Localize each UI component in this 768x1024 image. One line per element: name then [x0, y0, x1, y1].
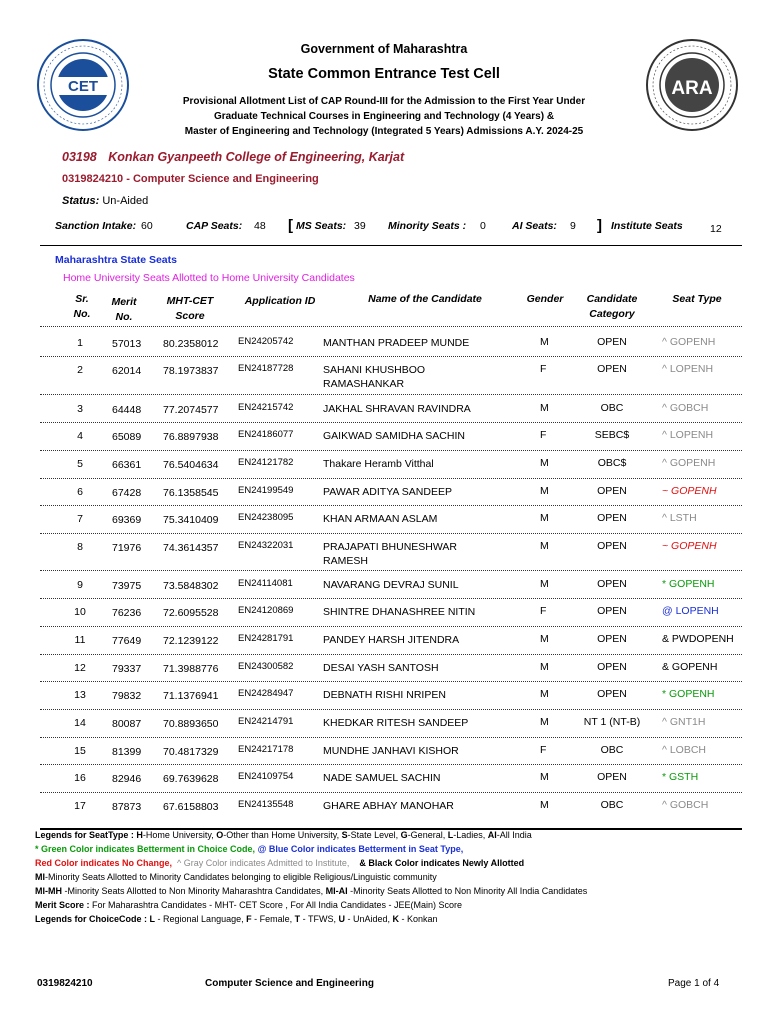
- row-application-id: EN24215742: [238, 402, 294, 413]
- row-application-id: EN24186077: [238, 429, 294, 440]
- row-candidate-name: [323, 605, 475, 619]
- row-seat-type: & GOPENH: [662, 661, 718, 673]
- row-gender: F: [540, 363, 547, 375]
- row-candidate-name-line: PANDEY HARSH JITENDRA: [323, 634, 460, 646]
- row-divider: [40, 394, 742, 395]
- row-divider: [40, 626, 742, 627]
- row-merit-no: 64448: [112, 404, 142, 416]
- row-candidate-name: [323, 799, 454, 813]
- row-merit-no: 62014: [112, 365, 142, 377]
- ai-label: AI Seats:: [512, 220, 557, 232]
- row-seat-type: ^ LOPENH: [662, 363, 714, 375]
- legend-part: H: [136, 830, 143, 840]
- col-score: MHT-CET Score: [166, 295, 214, 322]
- row-score: 74.3614357: [163, 542, 219, 554]
- col-sr: Sr. No.: [73, 293, 91, 320]
- course-heading: 0319824210 - Computer Science and Engineering: [62, 173, 319, 185]
- row-candidate-name-line: PRAJAPATI BHUNESHWAR: [323, 541, 457, 553]
- row-sr-no: 15: [74, 745, 86, 757]
- legend-merit: Merit Score : For Maharashtra Candidates - MHT- CET Score , For All India Candidates - JEE(Main) Score: [35, 900, 462, 910]
- row-score: 69.7639628: [163, 773, 219, 785]
- row-category: OBC: [600, 402, 624, 414]
- row-merit-no: 69369: [112, 514, 142, 526]
- minority-label: Minority Seats :: [388, 220, 467, 232]
- svg-text:ARA: ARA: [671, 78, 713, 99]
- row-gender: M: [540, 512, 549, 524]
- row-score: 70.4817329: [163, 746, 219, 758]
- row-seat-type: ^ GOPENH: [662, 336, 716, 348]
- status-value: Un-Aided: [102, 195, 149, 207]
- row-sr-no: 12: [74, 662, 86, 674]
- row-candidate-name-line: MANTHAN PRADEEP MUNDE: [323, 337, 470, 349]
- row-category: NT 1 (NT-B): [583, 716, 641, 728]
- row-sr-no: 17: [74, 800, 86, 812]
- row-sr-no: 5: [77, 458, 83, 470]
- row-merit-no: 71976: [112, 542, 142, 554]
- row-divider: [40, 450, 742, 451]
- row-merit-no: 79337: [112, 663, 142, 675]
- row-candidate-name: [323, 661, 439, 675]
- row-merit-no: 81399: [112, 746, 142, 758]
- row-sr-no: 13: [74, 689, 86, 701]
- legend-colors-2: [35, 857, 524, 869]
- subsection-title: Home University Seats Allotted to Home University Candidates: [63, 272, 355, 284]
- col-name: Name of the Candidate: [368, 293, 482, 305]
- legend-part: -Home University,: [142, 830, 217, 840]
- row-candidate-name: [323, 716, 468, 730]
- row-candidate-name-line: DEBNATH RISHI NRIPEN: [323, 689, 446, 701]
- row-candidate-name-line: SAHANI KHUSHBOO: [323, 364, 426, 376]
- row-candidate-name: [323, 512, 437, 526]
- row-application-id: EN24214791: [238, 716, 294, 727]
- bracket-open: [: [288, 217, 293, 234]
- row-divider: [40, 598, 742, 599]
- row-merit-no: 79832: [112, 690, 142, 702]
- subtitle-line-3: Master of Engineering and Technology (Integrated 5 Years) Admissions A.Y. 2024-25: [184, 126, 584, 137]
- row-candidate-name: [323, 633, 459, 647]
- legend-part: -Ladies,: [453, 830, 488, 840]
- row-sr-no: 10: [74, 606, 86, 618]
- row-score: 73.5848302: [163, 580, 219, 592]
- section-title: Maharashtra State Seats: [55, 254, 177, 266]
- row-divider: [40, 505, 742, 506]
- row-sr-no: 11: [74, 634, 86, 646]
- legend-blue: @ Blue Color indicates Betterment in Seat Type,: [257, 844, 464, 854]
- sanction-value: 60: [141, 220, 153, 232]
- legend-part: -Other than Home University,: [223, 830, 342, 840]
- row-score: 75.3410409: [163, 514, 219, 526]
- row-candidate-name: [323, 540, 457, 568]
- cap-value: 48: [254, 220, 266, 232]
- row-divider: [40, 681, 742, 682]
- legend-part: K: [392, 914, 399, 924]
- legend-part: -General,: [407, 830, 448, 840]
- row-sr-no: 9: [77, 579, 83, 591]
- row-category: OBC: [600, 799, 624, 811]
- row-candidate-name: [323, 336, 469, 350]
- row-gender: M: [540, 336, 549, 348]
- row-category: OPEN: [597, 336, 627, 348]
- footer-course-name: Computer Science and Engineering: [205, 978, 374, 989]
- row-divider: [40, 570, 742, 571]
- row-category: OPEN: [597, 485, 627, 497]
- row-divider: [40, 764, 742, 765]
- row-score: 72.1239122: [163, 635, 219, 647]
- svg-text:CET: CET: [68, 78, 98, 95]
- row-score: 76.5404634: [163, 459, 219, 471]
- ai-value: 9: [570, 220, 576, 232]
- row-application-id: EN24284947: [238, 688, 294, 699]
- row-gender: F: [540, 429, 547, 441]
- row-application-id: EN24120869: [238, 605, 294, 616]
- row-candidate-name-line: Thakare Heramb Vitthal: [323, 458, 434, 470]
- legend-part: G: [400, 830, 408, 840]
- row-divider: [40, 709, 742, 710]
- legend-part: - Konkan: [399, 914, 438, 924]
- row-candidate-name: [323, 402, 471, 416]
- row-candidate-name: [323, 429, 465, 443]
- legend-part: F: [246, 914, 252, 924]
- row-seat-type: ^ GNT1H: [662, 716, 706, 728]
- row-merit-no: 66361: [112, 459, 142, 471]
- row-seat-type: ^ GOPENH: [662, 457, 716, 469]
- row-seat-type: * GSTH: [662, 771, 699, 783]
- row-score: 72.6095528: [163, 607, 219, 619]
- legend-part: S: [341, 830, 348, 840]
- legend-part: - Female,: [251, 914, 295, 924]
- legend-gray: ^ Gray Color indicates Admitted to Institute,: [177, 858, 350, 868]
- row-seat-type: ^ GOBCH: [662, 799, 709, 811]
- row-divider: [40, 478, 742, 479]
- row-sr-no: 16: [74, 772, 86, 784]
- row-divider: [40, 356, 742, 357]
- legend-part: AI: [487, 830, 497, 840]
- row-score: 76.8897938: [163, 431, 219, 443]
- footer-course-code: 0319824210: [37, 978, 93, 989]
- row-candidate-name-line: KHAN ARMAAN ASLAM: [323, 513, 438, 525]
- legend-part: - UnAided,: [344, 914, 393, 924]
- col-category: Candidate Category: [586, 293, 638, 320]
- row-seat-type: ^ LOBCH: [662, 744, 707, 756]
- col-gender: Gender: [526, 293, 564, 305]
- row-application-id: EN24322031: [238, 540, 294, 551]
- row-category: OPEN: [597, 771, 627, 783]
- row-divider: [40, 654, 742, 655]
- row-candidate-name-line: NAVARANG DEVRAJ SUNIL: [323, 579, 459, 591]
- institute-label: Institute Seats: [611, 220, 683, 232]
- legend-part: L: [149, 914, 156, 924]
- row-application-id: EN24300582: [238, 661, 294, 672]
- legend-mi: MI-Minority Seats Allotted to Minority Candidates belonging to eligible Religious/Linguistic community: [35, 872, 437, 882]
- legend-part: -State Level,: [347, 830, 401, 840]
- row-application-id: EN24121782: [238, 457, 294, 468]
- row-score: 77.2074577: [163, 404, 219, 416]
- row-score: 71.3988776: [163, 663, 219, 675]
- row-score: 70.8893650: [163, 718, 219, 730]
- row-sr-no: 7: [77, 513, 83, 525]
- status-line: [62, 195, 148, 207]
- row-sr-no: 3: [77, 403, 83, 415]
- college-heading: [62, 150, 412, 164]
- legend-part: O: [216, 830, 224, 840]
- row-gender: M: [540, 688, 549, 700]
- row-sr-no: 1: [77, 337, 83, 349]
- row-candidate-name-line: PAWAR ADITYA SANDEEP: [323, 486, 452, 498]
- row-candidate-name-line: MUNDHE JANHAVI KISHOR: [323, 745, 459, 757]
- row-category: OBC$: [597, 457, 627, 469]
- row-sr-no: 4: [77, 430, 83, 442]
- row-category: SEBC$: [594, 429, 630, 441]
- legend-part: U: [338, 914, 345, 924]
- row-category: OPEN: [597, 578, 627, 590]
- row-candidate-name: [323, 457, 434, 471]
- subtitle-line-1: Provisional Allotment List of CAP Round-III for the Admission to the First Year Under: [182, 96, 586, 107]
- row-candidate-name: [323, 744, 459, 758]
- row-candidate-name-line: DESAI YASH SANTOSH: [323, 662, 439, 674]
- government-title: Government of Maharashtra: [300, 42, 468, 56]
- row-category: OPEN: [597, 661, 627, 673]
- row-gender: M: [540, 799, 549, 811]
- row-gender: F: [540, 744, 547, 756]
- row-candidate-name: [323, 578, 459, 592]
- row-candidate-name-line: RAMESH: [323, 555, 368, 567]
- college-code: 03198: [62, 150, 97, 164]
- row-gender: M: [540, 457, 549, 469]
- row-category: OPEN: [597, 540, 627, 552]
- row-gender: M: [540, 540, 549, 552]
- row-category: OPEN: [597, 512, 627, 524]
- status-label: Status:: [62, 195, 100, 207]
- legend-seattype: Legends for SeatType : H-Home University, O-Other than Home University, S-State Level, G-General, L-Ladies, AI-All India: [35, 830, 532, 840]
- header-rule: [40, 245, 742, 246]
- row-gender: M: [540, 633, 549, 645]
- row-application-id: EN24109754: [238, 771, 294, 782]
- institute-value: 12: [710, 223, 722, 235]
- row-merit-no: 82946: [112, 773, 142, 785]
- row-divider: [40, 737, 742, 738]
- college-name: Konkan Gyanpeeth College of Engineering, Karjat: [108, 150, 405, 164]
- row-candidate-name: [323, 485, 452, 499]
- legend-part: -All India: [496, 830, 532, 840]
- row-seat-type: @ LOPENH: [662, 605, 719, 617]
- row-merit-no: 76236: [112, 607, 142, 619]
- row-sr-no: 2: [77, 364, 83, 376]
- row-merit-no: 57013: [112, 338, 142, 350]
- row-seat-type: * GOPENH: [662, 578, 715, 590]
- legend-black: & Black Color indicates Newly Allotted: [359, 858, 525, 868]
- row-category: OPEN: [597, 633, 627, 645]
- row-divider: [40, 792, 742, 793]
- row-seat-type: & PWDOPENH: [662, 633, 734, 645]
- row-application-id: EN24135548: [238, 799, 294, 810]
- row-score: 76.1358545: [163, 487, 219, 499]
- row-candidate-name-line: NADE SAMUEL SACHIN: [323, 772, 441, 784]
- seats-summary: [55, 217, 735, 238]
- cell-title: State Common Entrance Test Cell: [268, 66, 500, 82]
- row-candidate-name: [323, 363, 425, 391]
- cap-label: CAP Seats:: [186, 220, 243, 232]
- legend-part: L: [447, 830, 454, 840]
- legend-green: * Green Color indicates Betterment in Choice Code,: [35, 844, 256, 854]
- row-gender: M: [540, 771, 549, 783]
- row-gender: F: [540, 605, 547, 617]
- legend-mimh: MI-MH -Minority Seats Allotted to Non Minority Maharashtra Candidates, MI-AI -Minority Seats Allotted to Non Minority All India Candidates: [35, 886, 588, 896]
- row-merit-no: 77649: [112, 635, 142, 647]
- legend-choicecode: Legends for ChoiceCode : L - Regional Language, F - Female, T - TFWS, U - UnAided, K - Konkan: [35, 914, 438, 924]
- row-application-id: EN24238095: [238, 512, 294, 523]
- row-seat-type: * GOPENH: [662, 688, 715, 700]
- row-application-id: EN24281791: [238, 633, 294, 644]
- row-merit-no: 73975: [112, 580, 142, 592]
- bracket-close: ]: [597, 217, 602, 234]
- legend-part: T: [294, 914, 301, 924]
- subtitle-line-2: Graduate Technical Courses in Engineering and Technology (4 Years) &: [213, 111, 555, 122]
- row-seat-type: ^ GOBCH: [662, 402, 709, 414]
- legend-colors-1: [35, 843, 463, 855]
- row-seat-type: ^ LSTH: [662, 512, 697, 524]
- row-merit-no: 65089: [112, 431, 142, 443]
- col-merit: Merit No.: [111, 296, 137, 323]
- row-gender: M: [540, 716, 549, 728]
- row-application-id: EN24205742: [238, 336, 294, 347]
- row-sr-no: 8: [77, 541, 83, 553]
- row-sr-no: 14: [74, 717, 86, 729]
- col-app-id: Application ID: [244, 295, 316, 307]
- row-candidate-name-line: GAIKWAD SAMIDHA SACHIN: [323, 430, 465, 442]
- row-merit-no: 87873: [112, 801, 142, 813]
- row-divider: [40, 422, 742, 423]
- row-candidate-name-line: GHARE ABHAY MANOHAR: [323, 800, 454, 812]
- row-candidate-name-line: RAMASHANKAR: [323, 378, 405, 390]
- row-seat-type: ~ GOPENH: [662, 540, 717, 552]
- row-score: 80.2358012: [163, 338, 219, 350]
- ms-value: 39: [354, 220, 366, 232]
- sanction-label: Sanction Intake:: [55, 220, 137, 232]
- footer-page-number: Page 1 of 4: [668, 978, 720, 989]
- row-category: OPEN: [597, 363, 627, 375]
- legend-part: - TFWS,: [300, 914, 339, 924]
- row-application-id: EN24199549: [238, 485, 294, 496]
- row-merit-no: 67428: [112, 487, 142, 499]
- row-score: 71.1376941: [163, 690, 219, 702]
- row-candidate-name: [323, 771, 440, 785]
- minority-value: 0: [480, 220, 486, 232]
- row-score: 67.6158803: [163, 801, 219, 813]
- row-candidate-name: [323, 688, 446, 702]
- row-seat-type: ~ GOPENH: [662, 485, 717, 497]
- row-application-id: EN24217178: [238, 744, 294, 755]
- row-gender: M: [540, 578, 549, 590]
- row-candidate-name-line: JAKHAL SHRAVAN RAVINDRA: [323, 403, 471, 415]
- row-application-id: EN24114081: [238, 578, 293, 589]
- row-seat-type: ^ LOPENH: [662, 429, 714, 441]
- row-divider: [40, 533, 742, 534]
- row-category: OPEN: [597, 688, 627, 700]
- row-application-id: EN24187728: [238, 363, 294, 374]
- legend-red: Red Color indicates No Change,: [35, 858, 173, 868]
- header-divider: [40, 326, 742, 327]
- row-candidate-name-line: KHEDKAR RITESH SANDEEP: [323, 717, 469, 729]
- legend-part: - Regional Language,: [155, 914, 247, 924]
- row-category: OBC: [600, 744, 624, 756]
- row-category: OPEN: [597, 605, 627, 617]
- row-sr-no: 6: [77, 486, 83, 498]
- ms-label: MS Seats:: [296, 220, 347, 232]
- row-gender: M: [540, 661, 549, 673]
- row-gender: M: [540, 402, 549, 414]
- row-candidate-name-line: SHINTRE DHANASHREE NITIN: [323, 606, 476, 618]
- row-gender: M: [540, 485, 549, 497]
- row-merit-no: 80087: [112, 718, 142, 730]
- row-score: 78.1973837: [163, 365, 219, 377]
- col-seat-type: Seat Type: [672, 293, 722, 305]
